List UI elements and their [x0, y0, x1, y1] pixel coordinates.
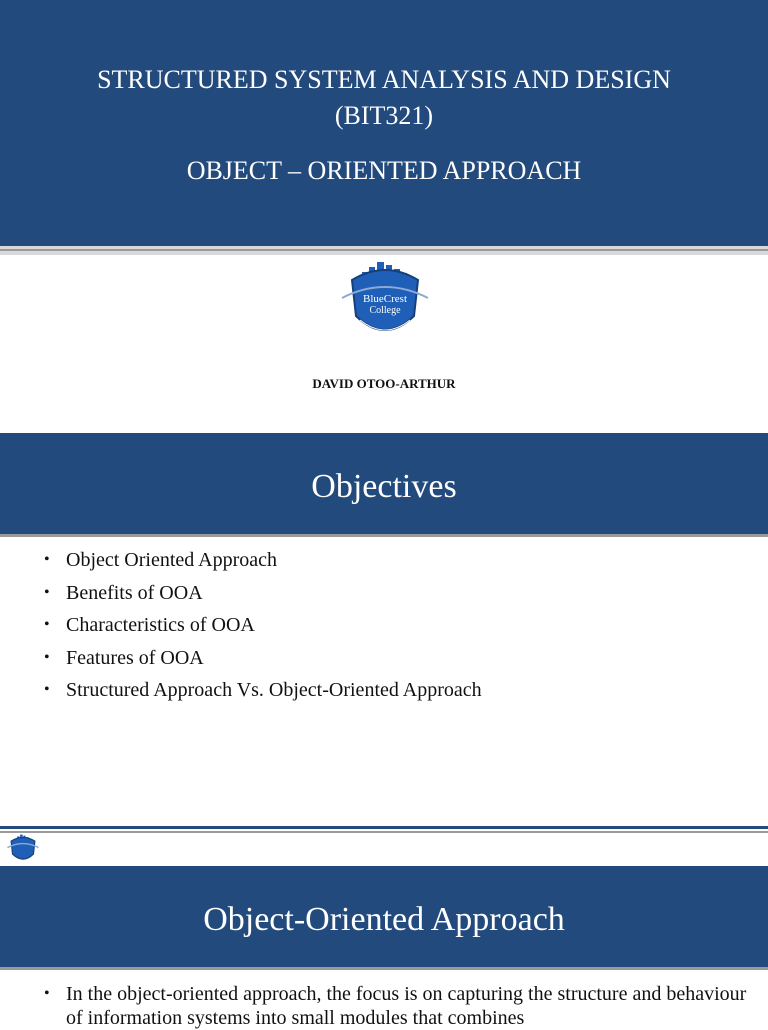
- course-title-line2: (BIT321): [334, 101, 434, 130]
- list-item: • Structured Approach Vs. Object-Oriented Approach: [44, 674, 482, 707]
- list-item: • Object Oriented Approach: [44, 544, 482, 577]
- svg-text:College: College: [369, 305, 401, 316]
- svg-text:BlueCrest: BlueCrest: [363, 293, 407, 305]
- college-logo: [338, 258, 432, 346]
- approach-banner: [0, 866, 768, 967]
- slide-subtitle: OBJECT – ORIENTED APPROACH: [186, 156, 582, 185]
- divider-line: [0, 831, 768, 833]
- svg-text:Education for Life: Education for Life: [366, 331, 404, 336]
- objectives-heading: Objectives: [311, 468, 457, 505]
- college-logo-small: [6, 833, 40, 865]
- divider: [0, 534, 768, 537]
- approach-heading: Object-Oriented Approach: [203, 901, 565, 938]
- divider: [0, 967, 768, 970]
- course-title: [0, 62, 768, 134]
- divider-line: [0, 249, 768, 251]
- author-name: DAVID OTOO-ARTHUR: [312, 376, 456, 391]
- approach-paragraph: • In the object-oriented approach, the focus is on capturing the structure and behaviour of information systems into small modules that combines: [44, 982, 756, 1030]
- course-title-line1: STRUCTURED SYSTEM ANALYSIS AND DESIGN: [97, 65, 671, 94]
- title-banner: [0, 0, 768, 246]
- objectives-list: [44, 544, 482, 707]
- objectives-banner: [0, 433, 768, 534]
- list-item: • Characteristics of OOA: [44, 609, 482, 642]
- list-item: • Features of OOA: [44, 642, 482, 675]
- list-item: • Benefits of OOA: [44, 577, 482, 610]
- divider: [0, 826, 768, 829]
